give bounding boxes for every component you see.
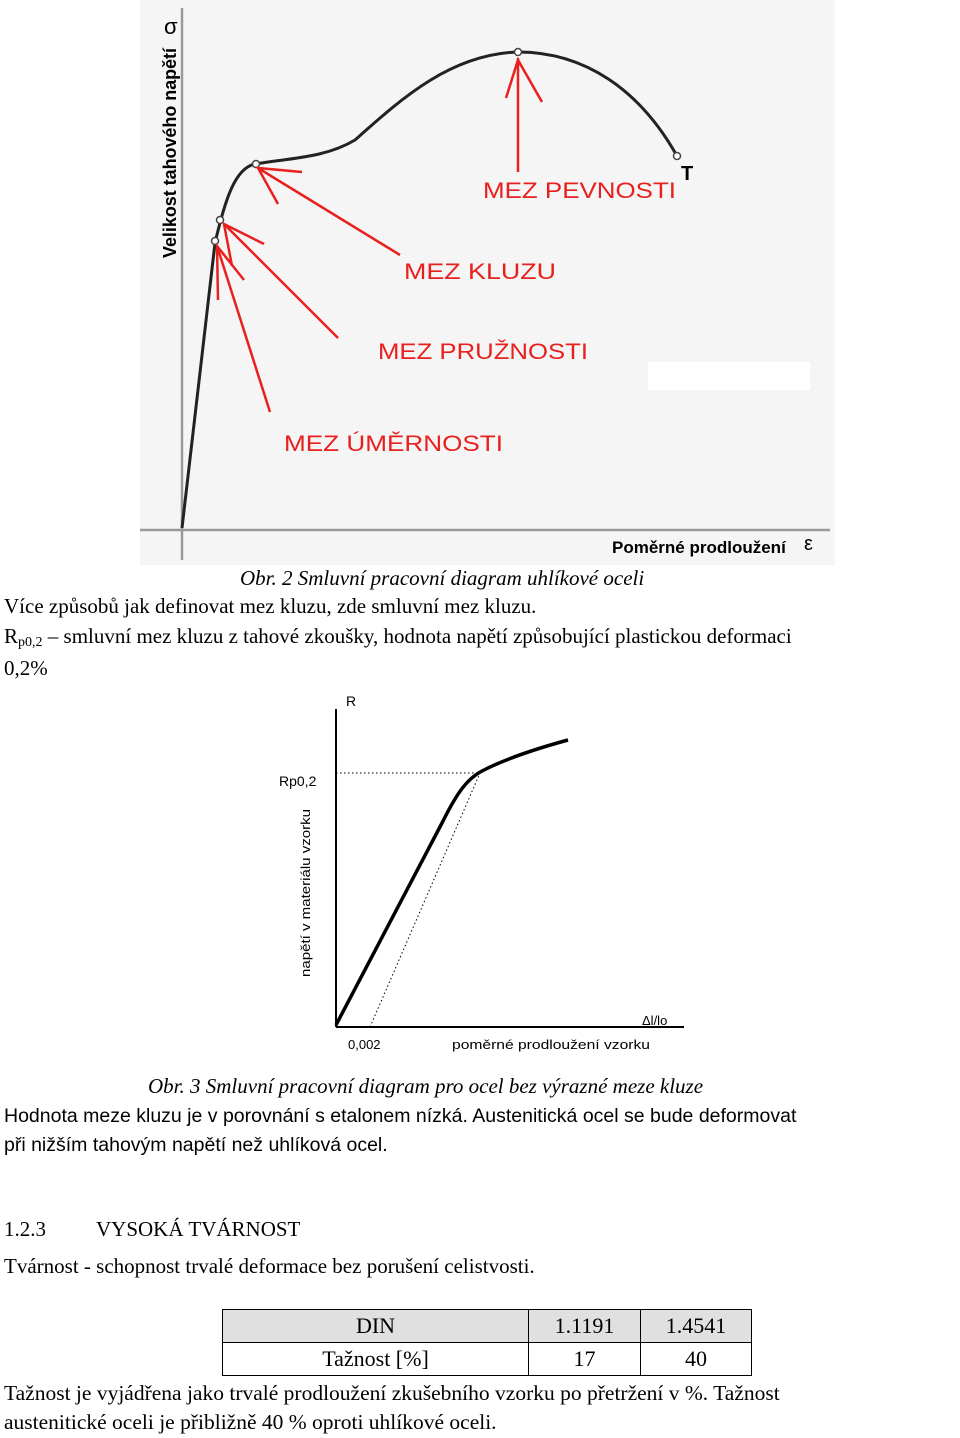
paragraph-rp02-percent: 0,2%: [4, 656, 48, 680]
rp02-label: Rp0,2: [279, 773, 317, 789]
paragraph-elongation-line1: Tažnost je vyjádřena jako trvalé prodloužení zkušebního vzorku po přetržení v %. Tažnost: [4, 1381, 780, 1405]
rp02-text: – smluvní mez kluzu z tahové zkoušky, hodnota napětí způsobující plastickou deformaci: [42, 624, 792, 648]
paragraph-yield-methods: Více způsobů jak definovat mez kluzu, zde smluvní mez kluzu.: [4, 594, 537, 618]
label-mez-kluzu: MEZ KLUZU: [404, 259, 556, 284]
axis-x-label: poměrné prodloužení vzorku: [452, 1037, 650, 1052]
stress-strain-diagram-carbon-steel: [140, 0, 835, 565]
figure-2-caption: Obr. 3 Smluvní pracovní diagram pro ocel bez výrazné meze kluze: [148, 1074, 704, 1098]
yield-point: [253, 161, 260, 168]
axis-x-symbol: Δl/lo: [642, 1013, 668, 1028]
rp02-subscript: p0,2: [18, 635, 43, 650]
offset-line: [370, 773, 480, 1027]
paragraph-austenitic-line1: Hodnota meze kluzu je v porovnání s etalonem nízká. Austenitická ocel se bude deformovat: [4, 1105, 797, 1127]
table-cell: Tažnost [%]: [223, 1343, 529, 1376]
fracture-point: [674, 153, 681, 160]
axis-y-label: napětí v materiálu vzorku: [298, 831, 313, 977]
rp02-symbol: R: [4, 624, 19, 648]
stress-strain-curve: [336, 740, 568, 1025]
paragraph-austenitic-line2: při nižším tahovým napětí než uhlíková ocel.: [4, 1134, 388, 1156]
proportional-limit-point: [212, 238, 219, 245]
x-tick-0002: 0,002: [348, 1037, 381, 1052]
label-mez-pruznosti: MEZ PRUŽNOSTI: [378, 339, 588, 364]
paragraph-elongation-line2: austenitické oceli je přibližně 40 % oproti uhlíkové oceli.: [4, 1410, 497, 1434]
elongation-table: [222, 1309, 752, 1376]
section-title: VYSOKÁ TVÁRNOST: [96, 1217, 301, 1241]
table-cell: 17: [529, 1343, 641, 1376]
axis-x-label: Poměrné prodloužení: [612, 538, 786, 557]
axis-y-symbol: σ: [164, 14, 178, 39]
white-patch: [648, 362, 810, 390]
table-header-cell: 1.1191: [529, 1310, 641, 1343]
table-header-cell: DIN: [223, 1310, 529, 1343]
table-row: [223, 1343, 752, 1376]
label-mez-umernosti: MEZ ÚMĚRNOSTI: [284, 431, 503, 456]
axis-y-label: Velikost tahového napětí: [160, 46, 180, 258]
section-number: 1.2.3: [4, 1217, 46, 1241]
paragraph-formability: Tvárnost - schopnost trvalé deformace bez porušení celistvosti.: [4, 1254, 535, 1278]
table-header-cell: 1.4541: [641, 1310, 752, 1343]
figure-1-caption: Obr. 2 Smluvní pracovní diagram uhlíkové oceli: [240, 566, 645, 590]
label-mez-pevnosti: MEZ PEVNOSTI: [483, 178, 676, 203]
axis-x-symbol: ε: [804, 533, 813, 555]
ultimate-strength-point: [515, 49, 522, 56]
table-header-row: [223, 1310, 752, 1343]
axis-y-symbol: R: [346, 693, 357, 709]
section-heading: [4, 1217, 301, 1242]
paragraph-rp02-definition: [4, 624, 792, 655]
stress-strain-diagram-no-yield: [270, 685, 695, 1060]
table-cell: 40: [641, 1343, 752, 1376]
fracture-point-label: T: [681, 163, 694, 185]
